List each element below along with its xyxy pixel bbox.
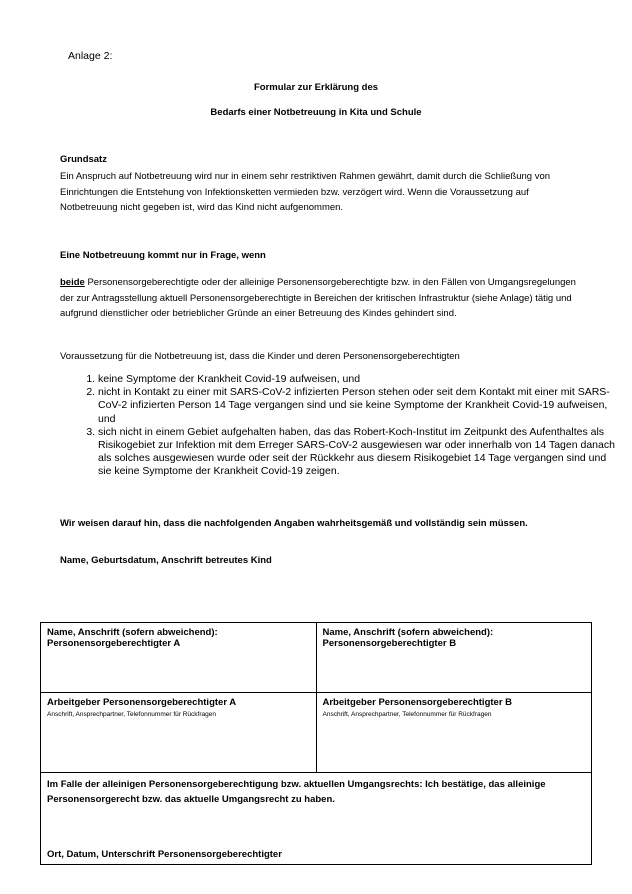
grundsatz-text: Ein Anspruch auf Notbetreuung wird nur in einem sehr restriktiven Rahmen gewährt, damit durch die Schließung von Einrichtungen die Entstehung von Infektionsketten vermieden bzw. verzögert wird. Wenn die Voraussetzung auf Notbetreuung nicht gegeben ist, wird das Kind nicht aufgenommen.	[60, 171, 551, 213]
guardian-b-label1: Name, Anschrift (sofern abweichend):	[322, 627, 494, 638]
beide-emphasis: beide	[60, 277, 85, 288]
confirmation-text: Im Falle der alleinigen Personensorgeberechtigung bzw. aktuellen Umgangsrechts: Ich bestätige, das alleinige Personensorgerecht bzw. das aktuelle Umgangsrecht zu haben.	[47, 779, 546, 805]
guardian-b-label2: Personensorgeberechtigter B	[322, 638, 457, 649]
child-info-heading: Name, Geburtsdatum, Anschrift betreutes Kind	[60, 555, 272, 566]
frage-heading: Eine Notbetreuung kommt nur in Frage, wenn	[60, 250, 266, 261]
employer-a-label: Arbeitgeber Personensorgeberechtigter A	[47, 697, 237, 708]
truth-notice: Wir weisen darauf hin, dass die nachfolgenden Angaben wahrheitsgemäß und vollständig sein müssen.	[60, 518, 528, 529]
annex-label: Anlage 2:	[68, 50, 113, 62]
employer-a-cell[interactable]	[41, 693, 317, 773]
form-title-line1: Formular zur Erklärung des	[253, 82, 379, 93]
signature-label: Ort, Datum, Unterschrift Personensorgeberechtigter	[47, 849, 282, 860]
voraussetzung-text: Voraussetzung für die Notbetreuung ist, dass die Kinder und deren Personensorgeberechtigten	[60, 351, 460, 362]
guardian-a-label1: Name, Anschrift (sofern abweichend):	[47, 627, 218, 638]
guardian-b-cell[interactable]	[316, 623, 592, 693]
confirmation-cell[interactable]	[41, 773, 592, 865]
employer-b-label: Arbeitgeber Personensorgeberechtigter B	[322, 697, 513, 708]
employer-b-note: Anschrift, Ansprechpartner, Telefonnummer für Rückfragen	[322, 711, 492, 718]
employer-b-cell[interactable]	[316, 693, 592, 773]
guardian-a-cell[interactable]	[41, 623, 317, 693]
frage-text-rest: Personensorgeberechtigte oder der alleinige Personensorgeberechtigte bzw. in den Fällen von Umgangsregelungen der zur Antragsstellung aktuell Personensorgeberechtigte in Bereichen der kritischen Infrastruktur (siehe Anlage) tätig und aufgrund dienstlicher oder betrieblicher Gründe an einer Betreuung des Kindes gehindert sind.	[60, 277, 576, 319]
grundsatz-heading: Grundsatz	[60, 154, 107, 165]
frage-text	[60, 275, 580, 322]
condition-item: 1. keine Symptome der Krankheit Covid-19 aufweisen, und	[98, 373, 618, 386]
employer-a-note: Anschrift, Ansprechpartner, Telefonnummer für Rückfragen	[47, 711, 216, 718]
guardian-a-label2: Personensorgeberechtigter A	[47, 638, 181, 649]
form-title-line2: Bedarfs einer Notbetreuung in Kita und Schule	[210, 107, 422, 118]
guardian-form-table	[40, 622, 592, 865]
conditions-list	[60, 373, 618, 479]
condition-item: 2. nicht in Kontakt zu einer mit SARS-CoV-2 infizierten Person stehen oder seit dem Kontakt mit einer mit SARS-CoV-2 infizierten Person 14 Tage vergangen sind und sie keine Symptome der Krankheit Covid-19 aufweisen, und	[98, 386, 618, 426]
condition-item: 3. sich nicht in einem Gebiet aufgehalten haben, das das Robert-Koch-Institut im Zeitpunkt des Aufenthaltes als Risikogebiet zur Infektion mit dem Erreger SARS-CoV-2 ausgewiesen war oder innerhalb von 14 Tagen danach als solches ausgewiesen wurde oder seit der Rückkehr aus diesem Risikogebiet 14 Tage vergangen sind und sie keine Symptome der Krankheit Covid-19 zeigen.	[98, 426, 618, 479]
